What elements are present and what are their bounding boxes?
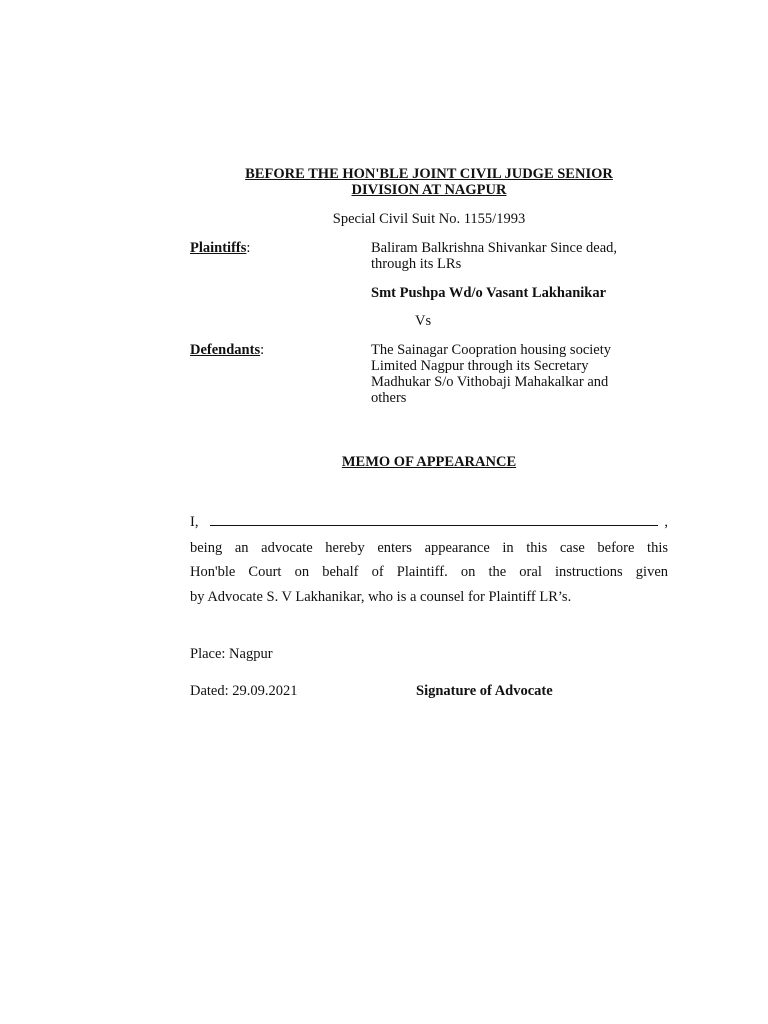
defendants-line3: Madhukar S/o Vithobaji Mahakalkar and: [371, 374, 609, 390]
body-line1: being an advocate hereby enters appearance in this case before this: [190, 540, 668, 556]
defendants-label-colon: :: [260, 342, 265, 358]
defendants-line1: The Sainagar Coopration housing society: [371, 342, 612, 358]
plaintiffs-line1: Baliram Balkrishna Shivankar Since dead,: [371, 240, 618, 256]
memo-title: MEMO OF APPEARANCE: [341, 454, 517, 470]
court-heading-line2: DIVISION AT NAGPUR: [351, 182, 507, 198]
plaintiffs-label: [190, 240, 250, 257]
court-heading: [190, 166, 668, 198]
signature-label: Signature of Advocate: [416, 683, 553, 699]
court-heading-line1: BEFORE THE HON'BLE JOINT CIVIL JUDGE SENIOR: [245, 166, 613, 182]
dated: Dated: 29.09.2021: [190, 683, 298, 699]
defendants-value: [371, 342, 671, 406]
plaintiffs-line2: through its LRs: [371, 256, 462, 272]
defendants-line2: Limited Nagpur through its Secretary: [371, 358, 589, 374]
suit-number: Special Civil Suit No. 1155/1993: [332, 211, 526, 227]
plaintiffs-label-text: Plaintiffs: [190, 240, 247, 256]
advocate-suffix: ,: [664, 514, 668, 530]
place: Place: Nagpur: [190, 646, 273, 662]
plaintiffs-label-colon: :: [246, 240, 251, 256]
advocate-name-line: [190, 513, 668, 531]
advocate-prefix: I,: [190, 514, 199, 530]
defendants-line4: others: [371, 390, 407, 406]
defendants-label-text: Defendants: [190, 342, 261, 358]
advocate-name-blank: [210, 513, 658, 526]
plaintiffs-value: [371, 240, 671, 272]
plaintiff-lr-name: Smt Pushpa Wd/o Vasant Lakhanikar: [371, 285, 607, 301]
versus: Vs: [415, 313, 432, 329]
body-line3: by Advocate S. V Lakhanikar, who is a counsel for Plaintiff LR’s.: [190, 589, 572, 605]
defendants-label: [190, 342, 264, 359]
body-line2: Hon'ble Court on behalf of Plaintiff. on the oral instructions given: [190, 564, 668, 580]
